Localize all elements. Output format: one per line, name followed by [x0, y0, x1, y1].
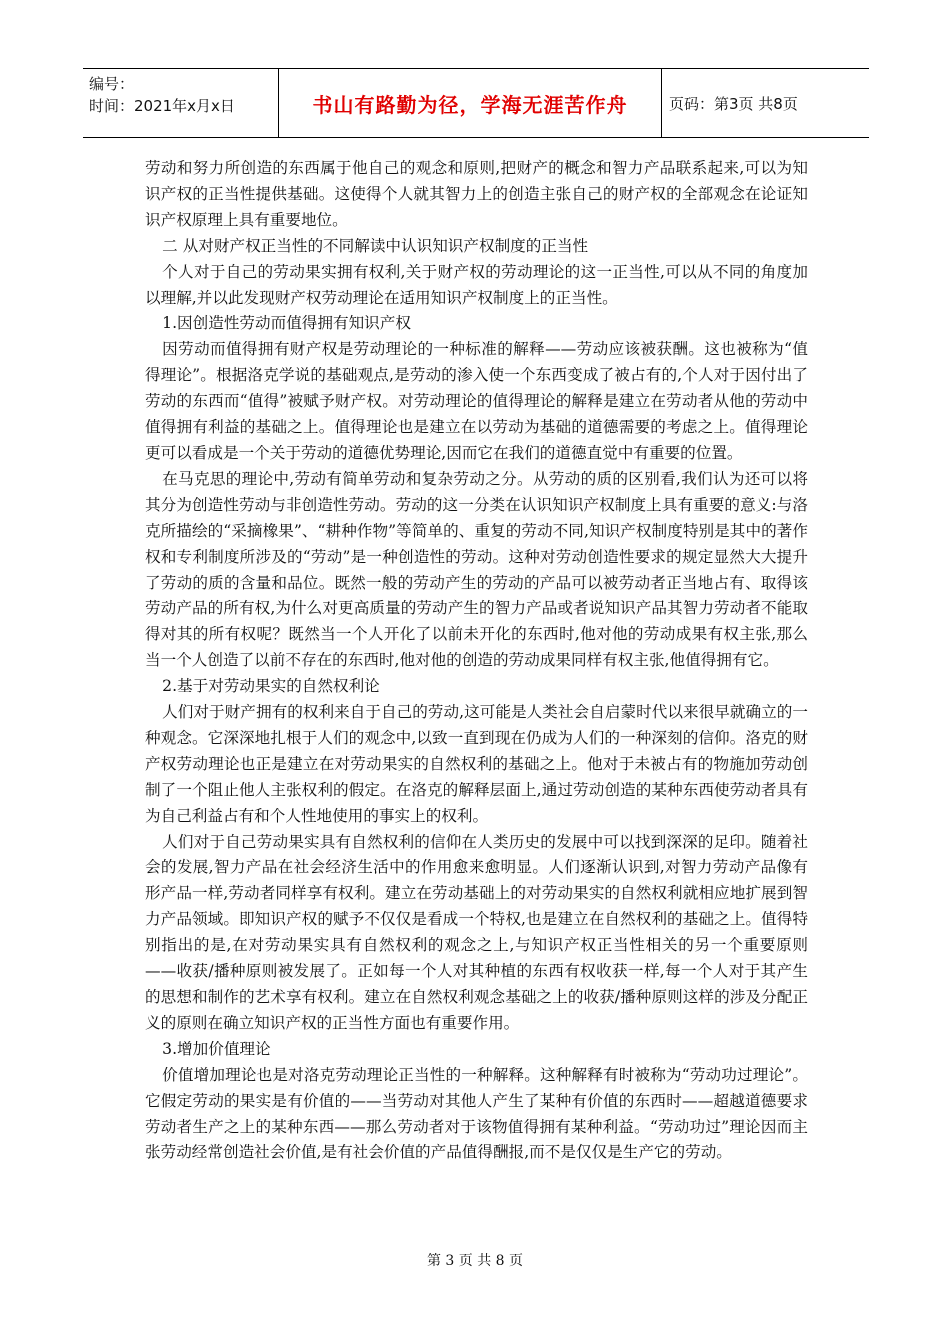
doc-code-label: 编号： — [89, 75, 135, 93]
subsection-heading: 3.增加价值理论 — [162, 1039, 271, 1058]
page-header — [83, 68, 869, 138]
header-motto: 书山有路勤为径，学海无涯苦作舟 — [312, 92, 628, 117]
header-meta — [89, 73, 277, 117]
subsection-heading: 1.因创造性劳动而值得拥有知识产权 — [162, 314, 411, 333]
body-paragraph: 个人对于自己的劳动果实拥有权利,关于财产权的劳动理论的这一正当性,可以从不同的角度加以理解,并以此发现财产权劳动理论在适用知识产权制度上的正当性。 — [145, 262, 808, 307]
header-divider — [661, 69, 662, 137]
body-paragraph: 在马克思的理论中,劳动有简单劳动和复杂劳动之分。从劳动的质的区别看,我们认为还可以将其分为创造性劳动与非创造性劳动。劳动的这一分类在认识知识产权制度上具有重要的意义:与洛克所描绘的“采摘橡果”、“耕种作物”等简单的、重复的劳动不同,知识产权制度特别是其中的著作权和专利制度所涉及的“劳动”是一种创造性的劳动。这种对劳动创造性要求的规定显然大大提升了劳动的质的含量和品位。既然一般的劳动产生的劳动的产品可以被劳动者正当地占有、取得该劳动产品的所有权,为什么对更高质量的劳动产生的智力产品或者说知识产品其智力劳动者不能取得对其的所有权呢？既然当一个人开化了以前未开化的东西时,他对他的劳动成果有权主张,那么当一个人创造了以前不存在的东西时,他对他的创造的劳动成果同样有权主张,他值得拥有它。 — [145, 469, 808, 670]
doc-date-label: 时间：2021年x月x日 — [89, 97, 235, 115]
page-footer: 第 3 页 共 8 页 — [426, 1253, 524, 1269]
body-paragraph: 劳动和努力所创造的东西属于他自己的观念和原则,把财产的概念和智力产品联系起来,可以为知识产权的正当性提供基础。这使得个人就其智力上的创造主张自己的财产权的全部观念在论证知识产权原理上具有重要地位。 — [145, 159, 808, 229]
subsection-heading: 2.基于对劳动果实的自然权利论 — [162, 677, 380, 696]
body-paragraph: 因劳动而值得拥有财产权是劳动理论的一种标准的解释——劳动应该被获酬。这也被称为“值得理论”。根据洛克学说的基础观点,是劳动的渗入使一个东西变成了被占有的,个人对于因付出了劳动的东西而“值得”被赋予财产权。对劳动理论的值得理论的解释是建立在劳动者从他的劳动中值得拥有利益的基础之上。值得理论也是建立在以劳动为基础的道德需要的考虑之上。值得理论更可以看成是一个关于劳动的道德优势理论,因而它在我们的道德直觉中有重要的位置。 — [145, 340, 808, 462]
body-paragraph: 人们对于自己劳动果实具有自然权利的信仰在人类历史的发展中可以找到深深的足印。随着社会的发展,智力产品在社会经济生活中的作用愈来愈明显。人们逐渐认识到,对智力劳动产品像有形产品一样,劳动者同样享有权利。建立在劳动基础上的对劳动果实的自然权利就相应地扩展到智力产品领域。即知识产权的赋予不仅仅是看成一个特权,也是建立在自然权利的基础之上。值得特别指出的是,在对劳动果实具有自然权利的观念之上,与知识产权正当性相关的另一个重要原则——收获/播种原则被发展了。正如每一个人对其种植的东西有权收获一样,每一个人对于其产生的思想和制作的艺术享有权利。建立在自然权利观念基础之上的收获/播种原则这样的涉及分配正义的原则在确立知识产权的正当性方面也有重要作用。 — [145, 832, 808, 1032]
document-body — [145, 156, 808, 1166]
body-paragraph: 价值增加理论也是对洛克劳动理论正当性的一种解释。这种解释有时被称为“劳动功过理论”。它假定劳动的果实是有价值的——当劳动对其他人产生了某种有价值的东西时——超越道德要求劳动者生产之上的某种东西——那么劳动者对于该物值得拥有某种利益。“劳动功过”理论因而主张劳动经常创造社会价值,是有社会价值的产品值得酬报,而不是仅仅是生产它的劳动。 — [145, 1065, 808, 1162]
body-paragraph: 人们对于财产拥有的权利来自于自己的劳动,这可能是人类社会自启蒙时代以来很早就确立的一种观念。它深深地扎根于人们的观念中,以致一直到现在仍成为人们的一种深刻的信仰。洛克的财产权劳动理论也正是建立在对劳动果实的自然权利的基础之上。他对于未被占有的物施加劳动创制了一个阻止他人主张权利的假定。在洛克的解释层面上,通过劳动创造的某种东西使劳动者具有为自己利益占有和个人性地使用的事实上的权利。 — [145, 703, 808, 825]
header-page-number: 页码：第3页 共8页 — [669, 95, 798, 113]
section-heading: 二 从对财产权正当性的不同解读中认识知识产权制度的正当性 — [162, 236, 589, 255]
